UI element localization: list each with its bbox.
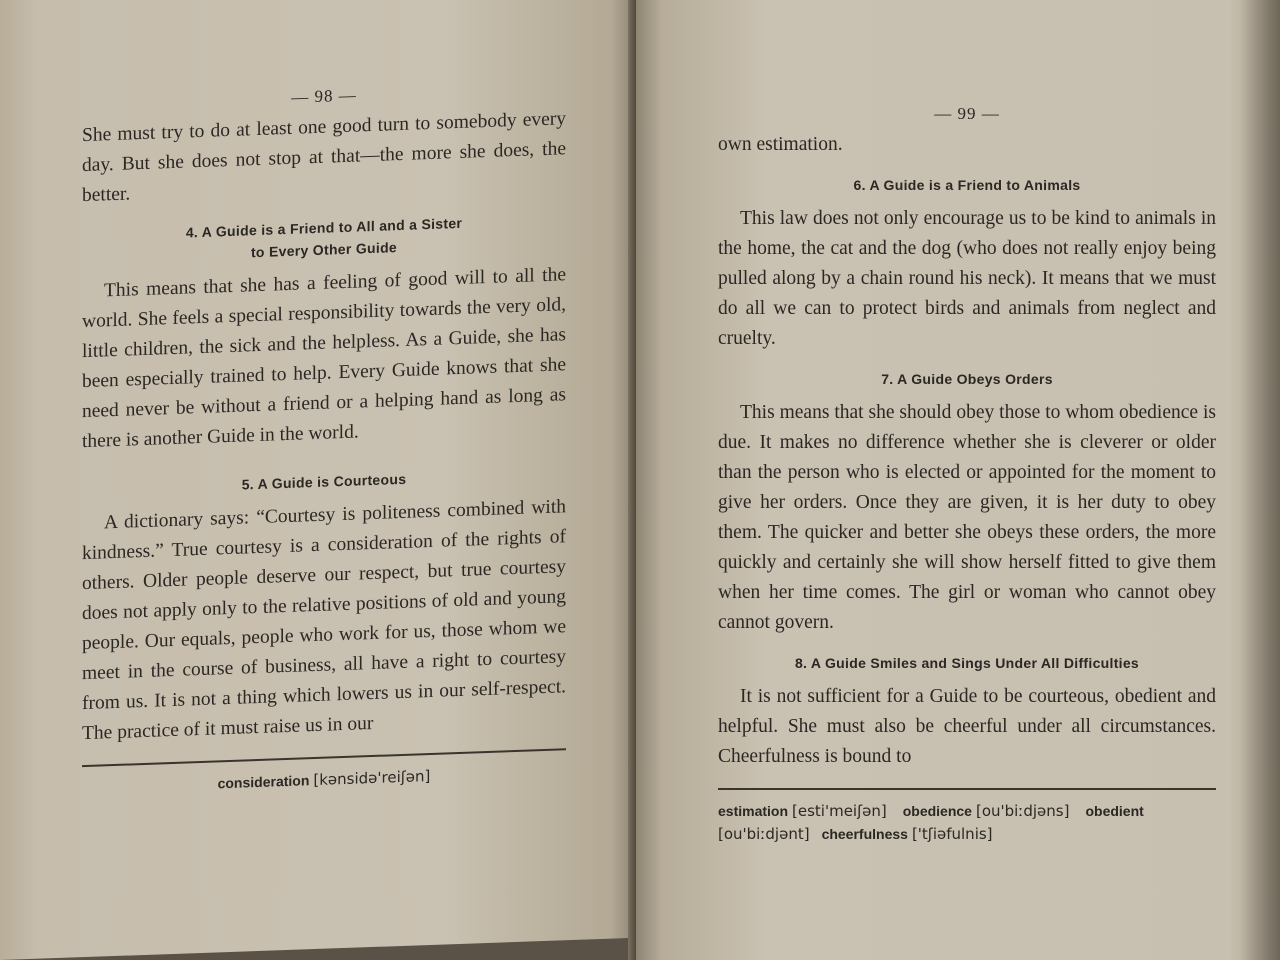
law-5-title: A Guide is Courteous [257, 470, 407, 493]
law-6-number: 6. [853, 177, 866, 193]
gloss-word-consideration: consideration [217, 772, 310, 792]
law-4-text: This means that she has a feeling of good will to all the world. She feels a special responsibility towards the very old, little children, the sick and the helpless. As a Guide, she has been especially trained to help. Every Guide knows that she need never be without a friend or a helping hand as long as there is another Guide in the world. [82, 264, 566, 453]
law-4-heading [82, 208, 566, 269]
gloss-word-obedient: obedient [1085, 803, 1144, 819]
page-number-left: — 98 — [291, 85, 357, 107]
law-6-title: A Guide is a Friend to Animals [869, 177, 1081, 193]
gloss-word-estimation: estimation [718, 803, 789, 819]
gloss-pron-obedient: [ou'biːdjənt] [718, 825, 810, 843]
intro-paragraph-left: She must try to do at least one good turn to somebody every day. But she does not stop at that—the more she does, the better. [82, 108, 566, 207]
law-8-text: It is not sufficient for a Guide to be courteous, obedient and helpful. She must also be cheerful under all circumstances. Cheerfulness is bound to [718, 686, 1216, 767]
law-4-number: 4. [185, 224, 199, 241]
gloss-word-obedience: obedience [902, 803, 972, 819]
footnote-rule-right [718, 788, 1216, 790]
law-5-text: A dictionary says: “Courtesy is politeness combined with kindness.” True courtesy is a consideration of the rights of others. Older people deserve our respect, but true courtesy does not apply only to the relative positions of old and young people. Our equals, people who work for us, those whom we meet in the course of business, all have a right to courtesy from us. It is not a thing which lowers us in our self-respect. The practice of it must raise us in our [82, 496, 566, 745]
glossary-right [718, 800, 1216, 846]
law-4-title-line1: A Guide is a Friend to All and a Sister [201, 214, 463, 240]
law-5-number: 5. [241, 476, 254, 493]
law-7-title: A Guide Obeys Orders [897, 371, 1053, 387]
left-page [0, 0, 636, 960]
law-7-text: This means that she should obey those to whom obedience is due. It makes no difference whether she is cleverer or older than the person who is elected or appointed for the moment to give her orders. Once they are given, it is her duty to obey them. The quicker and better she obeys these orders, the more quickly and certainly she will show herself fitted to give them when her time comes. The girl or woman who cannot obey cannot govern. [718, 402, 1216, 633]
gloss-pron-cheerfulness: ['tʃiəfulnis] [911, 825, 993, 843]
law-6-text: This law does not only encourage us to be kind to animals in the home, the cat and the dog (who does not really enjoy being pulled along by a chain round his neck). It means that we must do all we can to protect birds and animals from neglect and cruelty. [718, 208, 1216, 349]
gloss-pron-obedience: [ou'biːdjəns] [975, 802, 1070, 820]
gloss-pron-consideration: [kənsidə'reiʃən] [313, 766, 431, 790]
law-8-title: A Guide Smiles and Sings Under All Difficulties [810, 655, 1140, 671]
page-number-right: — 99 — [934, 104, 1000, 123]
gloss-pron-estimation: [esti'meiʃən] [792, 802, 887, 820]
page-edge-shadow [1240, 0, 1280, 960]
law-7-heading [718, 368, 1216, 390]
glossary-left [82, 760, 566, 800]
law-8-number: 8. [794, 655, 808, 671]
law-8-heading [718, 652, 1216, 674]
law-4-title-line2: to Every Other Guide [250, 239, 398, 261]
law-6-heading [718, 174, 1216, 196]
intro-paragraph-right: own estimation. [718, 134, 843, 155]
gloss-word-cheerfulness: cheerfulness [821, 826, 908, 842]
law-7-number: 7. [881, 371, 894, 387]
right-page [636, 0, 1280, 960]
